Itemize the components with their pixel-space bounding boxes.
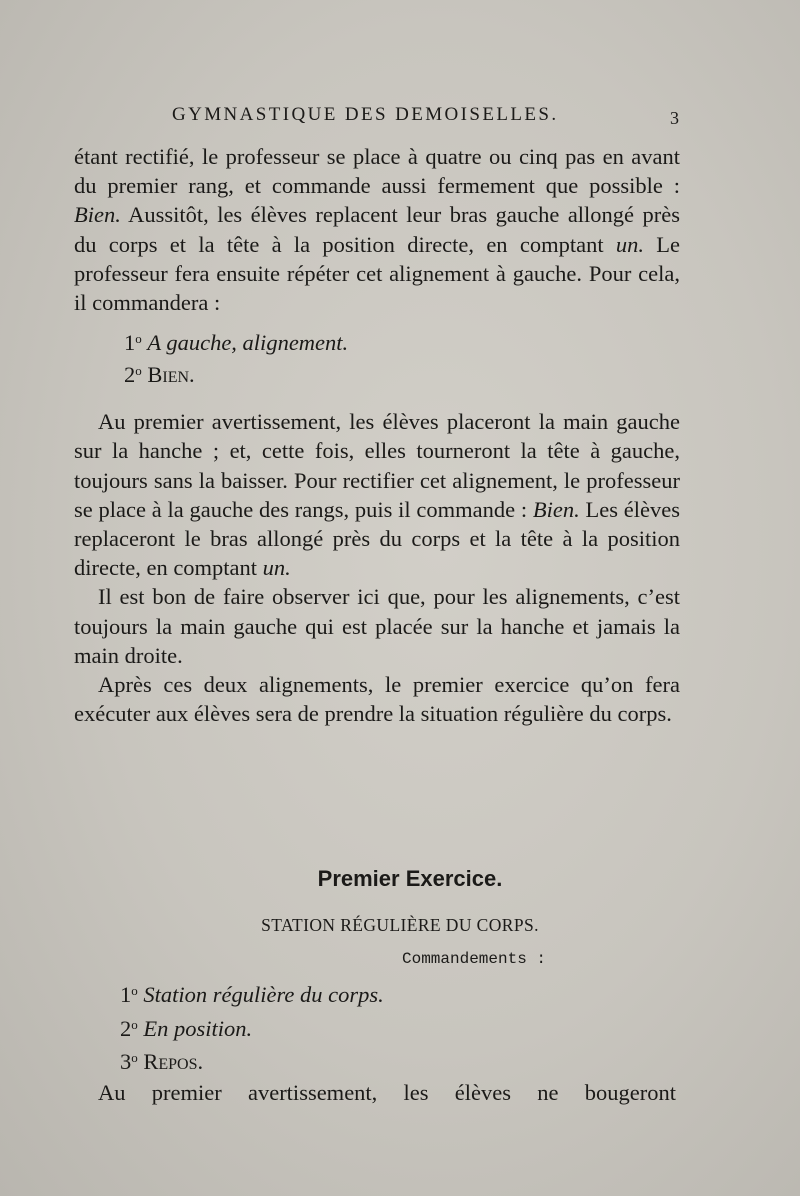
command-item: 3$^o$ Repos. [120, 1049, 204, 1074]
page-number: 3 [670, 108, 679, 128]
paragraph-3: Il est bon de faire observer ici que, pour les alignements, c’est toujours la main gauche qui est placée sur la hanche et jamais la main droite. [74, 584, 680, 668]
section-title: Premier Exercice. [317, 866, 503, 891]
command-item: 1$^o$ Station régulière du corps. [120, 982, 384, 1007]
italic-word: Bien. [74, 202, 121, 228]
running-title: GYMNASTIQUE DES DEMOISELLES. [172, 104, 559, 125]
paragraph-2: Au premier avertissement, les élèves placeront la main gauche sur la hanche ; et, cette fois, elles tourneront la tête à gauche, toujours sans la baisser. Pour rectifier cet alignement, le professeur se place à la gauche des rangs, puis il commande : Bien. Les élèves replaceront le bras allongé près du corps et la tête à la position directe, en comptant un. [74, 409, 680, 581]
command-list-2 [120, 976, 384, 1077]
main-text [74, 142, 680, 728]
section-subtitle: STATION RÉGULIÈRE DU CORPS. [261, 915, 539, 935]
paragraph-1: étant rectifié, le professeur se place à quatre ou cinq pas en avant du premier rang, et commande aussi fermement que possible : Bien. Aussitôt, les élèves replacent leur bras gauche allongé près du corps et la tête à la position directe, en comptant un. Le professeur fera ensuite répéter cet alignement à gauche. Pour cela, il commandera : [74, 144, 680, 316]
command-item: 2$^o$ En position. [120, 1015, 253, 1041]
command-item: 2$^o$ Bien. [124, 362, 195, 388]
commands-label: Commandements : [401, 950, 547, 968]
paragraph-4: Après ces deux alignements, le premier exercice qu’on fera exécuter aux élèves sera de prendre la situation régulière du corps. [74, 672, 680, 727]
italic-word: un. [262, 555, 291, 581]
italic-word: Bien. [532, 496, 580, 522]
trailing-line: Au premier avertissement, les élèves ne bougeront [98, 1080, 676, 1105]
command-list-1 [124, 325, 680, 389]
italic-word: un. [615, 231, 644, 257]
command-item: 1$^o$ A gauche, alignement. [124, 330, 349, 356]
